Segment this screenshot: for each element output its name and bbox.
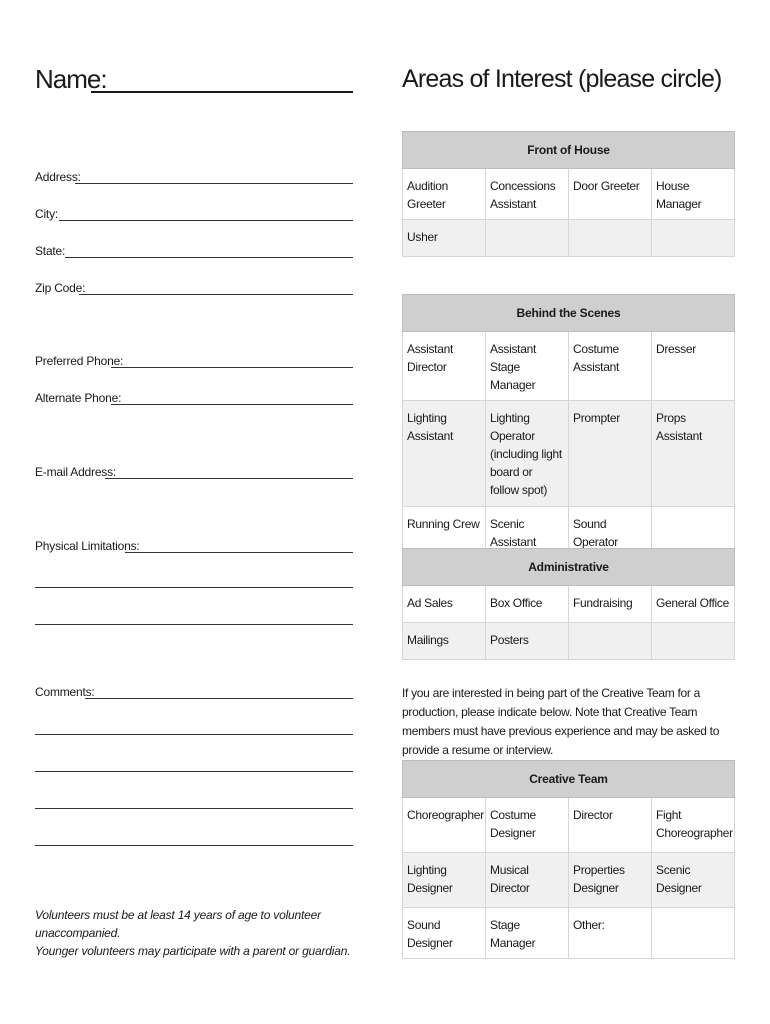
option-cell[interactable]: Lighting Operator (including light board or follow spot) <box>486 401 569 507</box>
areas-section <box>402 0 736 1024</box>
option-cell[interactable]: Sound Operator <box>569 507 652 558</box>
option-cell[interactable]: Lighting Designer <box>403 853 486 908</box>
option-cell[interactable]: Audition Greeter <box>403 169 486 220</box>
city-row <box>35 207 353 223</box>
option-cell[interactable]: Scenic Assistant <box>486 507 569 558</box>
comments-label: Comments: <box>35 685 95 699</box>
empty-cell <box>652 220 735 257</box>
option-cell[interactable]: Assistant Director <box>403 332 486 401</box>
alternate-phone-field[interactable] <box>111 404 353 405</box>
option-cell[interactable]: Stage Manager <box>486 908 569 959</box>
table-header: Creative Team <box>403 761 735 798</box>
address-row <box>35 170 353 186</box>
contact-section <box>35 0 355 1024</box>
empty-cell <box>569 220 652 257</box>
alternate-phone-row <box>35 391 353 407</box>
comments-line[interactable] <box>35 808 353 809</box>
empty-cell <box>569 623 652 660</box>
option-cell[interactable]: Assistant Stage Manager <box>486 332 569 401</box>
age-note <box>35 906 365 960</box>
physical-limitations-label: Physical Limitations: <box>35 539 140 553</box>
zip-row <box>35 281 353 297</box>
option-cell[interactable]: Costume Assistant <box>569 332 652 401</box>
name-field[interactable] <box>91 91 353 93</box>
empty-cell <box>652 623 735 660</box>
name-label: Name: <box>35 64 107 94</box>
option-cell[interactable]: Fight Choreographer <box>652 798 735 853</box>
preferred-phone-row <box>35 354 353 370</box>
administrative-table <box>402 548 735 660</box>
city-field[interactable] <box>59 220 353 221</box>
option-cell[interactable]: Scenic Designer <box>652 853 735 908</box>
option-cell[interactable]: House Manager <box>652 169 735 220</box>
table-header: Front of House <box>403 132 735 169</box>
option-cell[interactable]: Costume Designer <box>486 798 569 853</box>
email-row <box>35 465 353 481</box>
state-field[interactable] <box>65 257 353 258</box>
address-label: Address: <box>35 170 81 184</box>
comments-line[interactable] <box>35 734 353 735</box>
comments-row <box>35 685 353 701</box>
option-cell[interactable]: Running Crew <box>403 507 486 558</box>
front-of-house-table <box>402 131 735 257</box>
email-label: E-mail Address: <box>35 465 117 479</box>
age-note-line: Younger volunteers may participate with a parent or guardian. <box>35 944 351 958</box>
physical-limitations-field[interactable] <box>125 552 353 553</box>
zip-field[interactable] <box>79 294 353 295</box>
option-cell[interactable]: Mailings <box>403 623 486 660</box>
areas-title: Areas of Interest (please circle) <box>402 65 722 93</box>
option-cell[interactable]: Choreographer <box>403 798 486 853</box>
state-label: State: <box>35 244 66 258</box>
option-cell[interactable]: Fundraising <box>569 586 652 623</box>
option-cell[interactable]: Director <box>569 798 652 853</box>
option-cell[interactable]: Other: <box>569 908 652 959</box>
creative-team-intro: If you are interested in being part of the Creative Team for a production, please indicate below. Note that Creative Team members must have previous experience and may be asked to provide a resume or interview. <box>402 686 720 757</box>
age-note-line: Volunteers must be at least 14 years of age to volunteer unaccompanied. <box>35 908 321 940</box>
option-cell[interactable]: Lighting Assistant <box>403 401 486 507</box>
state-row <box>35 244 353 260</box>
option-cell[interactable]: Concessions Assistant <box>486 169 569 220</box>
table-header: Administrative <box>403 549 735 586</box>
option-cell[interactable]: Box Office <box>486 586 569 623</box>
address-field[interactable] <box>75 183 353 184</box>
preferred-phone-field[interactable] <box>111 367 353 368</box>
option-cell[interactable]: Posters <box>486 623 569 660</box>
option-cell[interactable]: Door Greeter <box>569 169 652 220</box>
comments-field[interactable] <box>85 698 353 699</box>
option-cell[interactable]: Ad Sales <box>403 586 486 623</box>
creative-team-table <box>402 760 735 959</box>
option-cell[interactable]: Prompter <box>569 401 652 507</box>
option-cell[interactable]: Dresser <box>652 332 735 401</box>
empty-cell <box>486 220 569 257</box>
physical-limitations-row <box>35 539 353 555</box>
zip-label: Zip Code: <box>35 281 86 295</box>
city-label: City: <box>35 207 59 221</box>
preferred-phone-label: Preferred Phone: <box>35 354 124 368</box>
physical-limitations-line[interactable] <box>35 587 353 588</box>
behind-the-scenes-table <box>402 294 735 558</box>
option-cell[interactable]: General Office <box>652 586 735 623</box>
physical-limitations-line[interactable] <box>35 624 353 625</box>
alternate-phone-label: Alternate Phone: <box>35 391 122 405</box>
empty-cell <box>652 908 735 959</box>
comments-line[interactable] <box>35 771 353 772</box>
comments-line[interactable] <box>35 845 353 846</box>
option-cell[interactable]: Sound Designer <box>403 908 486 959</box>
option-cell[interactable]: Props Assistant <box>652 401 735 507</box>
name-row <box>35 64 353 98</box>
option-cell[interactable]: Musical Director <box>486 853 569 908</box>
option-cell[interactable]: Properties Designer <box>569 853 652 908</box>
email-field[interactable] <box>105 478 353 479</box>
table-header: Behind the Scenes <box>403 295 735 332</box>
option-cell[interactable]: Usher <box>403 220 486 257</box>
